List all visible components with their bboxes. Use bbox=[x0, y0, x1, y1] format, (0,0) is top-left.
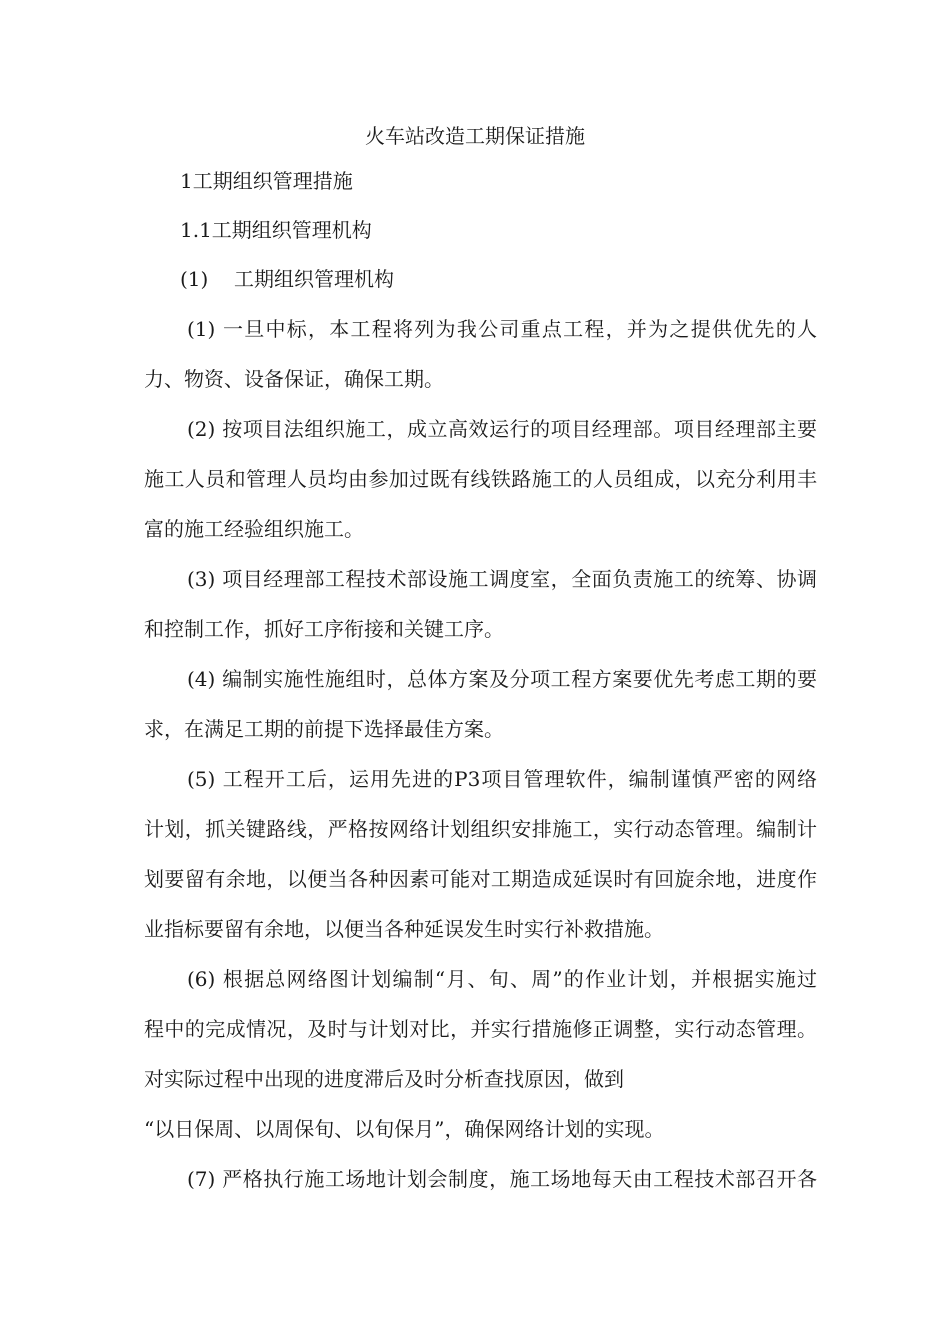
item-heading-text: 工期组织管理机构 bbox=[234, 267, 394, 291]
paragraph-7-line-1: (7) 严格执行施工场地计划会制度，施工场地每天由工程技术部召开各 bbox=[187, 1167, 817, 1191]
paragraph-2-line-2: 施工人员和管理人员均由参加过既有线铁路施工的人员组成，以充分利用丰 bbox=[144, 467, 817, 491]
paragraph-6-line-4: “以日保周、以周保旬、以旬保月”，确保网络计划的实现。 bbox=[144, 1117, 665, 1141]
document-title: 火车站改造工期保证措施 bbox=[365, 124, 585, 148]
paragraph-2-line-1: (2) 按项目法组织施工，成立高效运行的项目经理部。项目经理部主要 bbox=[187, 417, 817, 441]
item-heading-marker: (1) bbox=[180, 267, 209, 291]
paragraph-4-line-1: (4) 编制实施性施组时，总体方案及分项工程方案要优先考虑工期的要 bbox=[187, 667, 817, 691]
paragraph-4-line-2: 求，在满足工期的前提下选择最佳方案。 bbox=[144, 717, 504, 741]
item-heading-1 bbox=[180, 266, 394, 292]
paragraph-5-line-2: 计划，抓关键路线，严格按网络计划组织安排施工，实行动态管理。编制计 bbox=[144, 817, 817, 841]
paragraph-6-line-2: 程中的完成情况，及时与计划对比，并实行措施修正调整，实行动态管理。 bbox=[144, 1017, 817, 1041]
paragraph-1-line-2: 力、物资、设备保证，确保工期。 bbox=[144, 367, 444, 391]
paragraph-5-line-3: 划要留有余地，以便当各种因素可能对工期造成延误时有回旋余地，进度作 bbox=[144, 867, 817, 891]
section-heading-1: 1工期组织管理措施 bbox=[180, 169, 353, 193]
paragraph-3-line-2: 和控制工作，抓好工序衔接和关键工序。 bbox=[144, 617, 504, 641]
paragraph-5-line-4: 业指标要留有余地，以便当各种延误发生时实行补救措施。 bbox=[144, 917, 664, 941]
paragraph-6-line-3: 对实际过程中出现的进度滞后及时分析查找原因，做到 bbox=[144, 1067, 624, 1091]
paragraph-5-line-1: (5) 工程开工后，运用先进的P3项目管理软件，编制谨慎严密的网络 bbox=[187, 767, 817, 791]
section-heading-1-1: 1.1工期组织管理机构 bbox=[180, 218, 372, 242]
paragraph-3-line-1: (3) 项目经理部工程技术部设施工调度室，全面负责施工的统筹、协调 bbox=[187, 567, 817, 591]
paragraph-2-line-3: 富的施工经验组织施工。 bbox=[144, 517, 364, 541]
paragraph-6-line-1: (6) 根据总网络图计划编制“月、旬、周”的作业计划，并根据实施过 bbox=[187, 967, 817, 991]
paragraph-1-line-1: (1) 一旦中标，本工程将列为我公司重点工程，并为之提供优先的人 bbox=[187, 317, 817, 341]
